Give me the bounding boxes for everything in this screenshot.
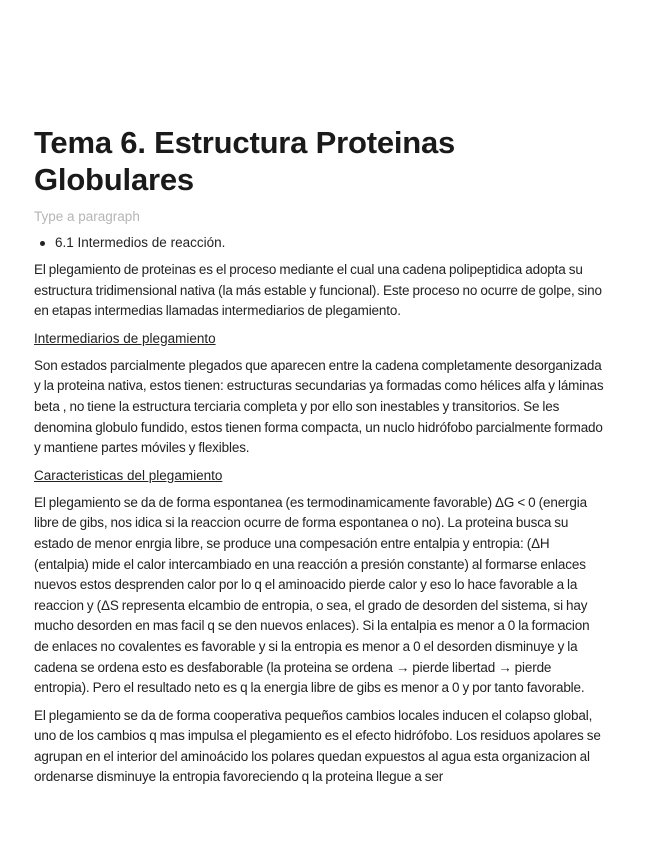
bullet-list [34, 233, 604, 253]
document-page [34, 124, 604, 788]
paragraph-placeholder[interactable]: Type a paragraph [34, 209, 140, 224]
section-heading-intermediarios: Intermediarios de plegamiento [34, 330, 216, 346]
list-item: 6.1 Intermedios de reacción. [52, 233, 604, 253]
intermediarios-paragraph: Son estados parcialmente plegados que aparecen entre la cadena completamente desorganizada y la proteina nativa, estos tienen: estructuras secundarias ya formadas como hélices alfa y láminas beta , no tiene la estructura terciaria completa y por ello son inestables y transitorios. Se les denomina globulo fundido, estos tienen forma compacta, un nuclo hidrófobo parcialmente formado y mantiene partes móviles y flexibles. [34, 357, 604, 456]
intro-paragraph: El plegamiento de proteinas es el proceso mediante el cual una cadena polipeptidica adopta su estructura tridimensional nativa (la más estable y funcional). Este proceso no ocurre de golpe, sino en etapas intermedias llamadas intermediarios de plegamiento. [34, 262, 602, 319]
caracteristicas-paragraph: El plegamiento se da de forma espontanea (es termodinamicamente favorable) ΔG < 0 (energia libre de gibs, nos idica si la reaccion ocurre de forma espontanea o no). La proteina busca su estado de menor enrgia libre, se produce una compesación entre entalpia y entropia: (ΔH (entalpia) mide el calor intercambiado en una reacción a presión constante) al formarse enlaces nuevos estos desprenden calor por lo q el aminoacido pierde calor y eso lo hace favorable a la reaccion y (ΔS representa elcambio de entropia, o sea, el grado de desorden del sistema, si hay mucho desorden en mas facil q se den nuevos enlaces). Si la entalpia es menor a 0 la formacion de enlaces no covalentes es favorable y si la entropia es menor a 0 el desorden disminuye y la cadena se ordena esto es desfaborable (la proteina se ordena → pierde libertad → pierde entropia). Pero el resultado neto es q la energia libre de gibs es menor a 0 y por tanto favorable. [34, 494, 590, 696]
cooperativa-paragraph: El plegamiento se da de forma cooperativa pequeños cambios locales inducen el colapso global, uno de los cambios q mas impulsa el plegamiento es el efecto hidrófobo. Los residuos apolares se agrupan en el interior del aminoácido los polares quedan expuestos al agua esta organizacion al ordenarse disminuye la entropia favoreciendo q la proteina llegue a ser [34, 707, 601, 785]
page-title: Tema 6. Estructura Proteinas Globulares [34, 125, 456, 197]
section-heading-caracteristicas: Caracteristicas del plegamiento [34, 467, 223, 483]
